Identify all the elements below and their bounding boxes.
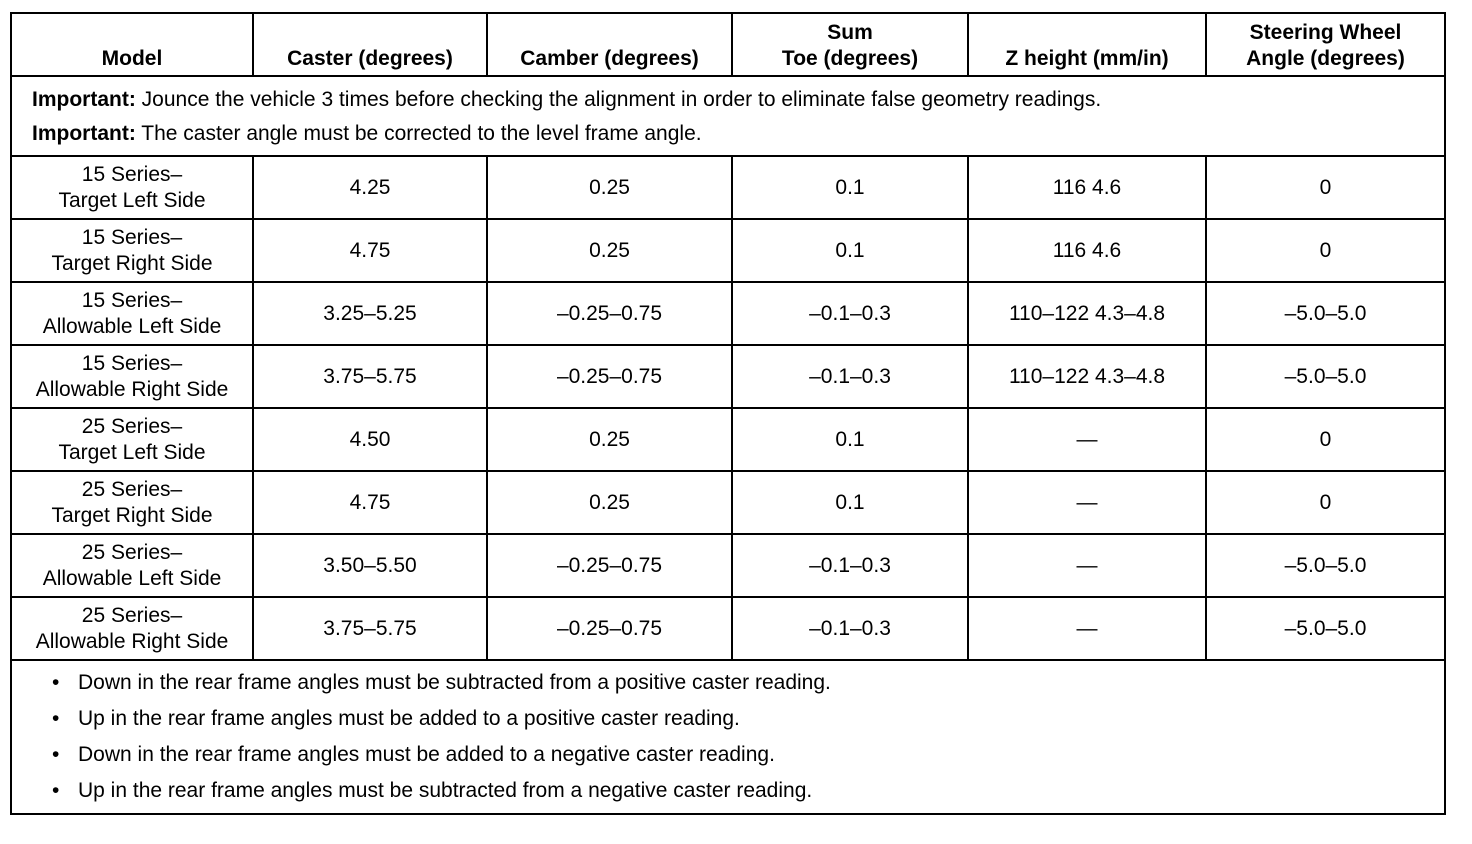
camber-cell: –0.25–0.75	[487, 597, 732, 660]
important-note-text: The caster angle must be corrected to the level frame angle.	[135, 122, 702, 145]
footnote-item: • Down in the rear frame angles must be added to a negative caster reading.	[52, 737, 1426, 773]
camber-cell: 0.25	[487, 471, 732, 534]
table-row	[11, 345, 1445, 408]
model-cell: 25 Series– Allowable Left Side	[11, 534, 253, 597]
toe-cell: –0.1–0.3	[732, 597, 968, 660]
z-height-cell: 116 4.6	[968, 219, 1206, 282]
steering-cell: –5.0–5.0	[1206, 597, 1445, 660]
caster-cell: 4.75	[253, 471, 487, 534]
caster-cell: 3.50–5.50	[253, 534, 487, 597]
toe-cell: 0.1	[732, 471, 968, 534]
z-height-cell: —	[968, 408, 1206, 471]
steering-cell: –5.0–5.0	[1206, 282, 1445, 345]
z-height-cell: —	[968, 471, 1206, 534]
important-label: Important:	[32, 88, 136, 111]
header-model: Model	[11, 13, 253, 76]
footnotes-row	[11, 660, 1445, 814]
camber-cell: 0.25	[487, 156, 732, 219]
table-row	[11, 282, 1445, 345]
steering-cell: 0	[1206, 471, 1445, 534]
footnotes-cell	[11, 660, 1445, 814]
toe-cell: 0.1	[732, 219, 968, 282]
header-caster: Caster (degrees)	[253, 13, 487, 76]
footnote-item: • Down in the rear frame angles must be subtracted from a positive caster reading.	[52, 665, 1426, 701]
steering-cell: 0	[1206, 408, 1445, 471]
toe-cell: –0.1–0.3	[732, 345, 968, 408]
model-cell: 25 Series– Target Left Side	[11, 408, 253, 471]
steering-cell: –5.0–5.0	[1206, 345, 1445, 408]
header-camber: Camber (degrees)	[487, 13, 732, 76]
model-cell: 15 Series– Target Right Side	[11, 219, 253, 282]
caster-cell: 3.25–5.25	[253, 282, 487, 345]
model-cell: 25 Series– Target Right Side	[11, 471, 253, 534]
toe-cell: –0.1–0.3	[732, 534, 968, 597]
caster-cell: 3.75–5.75	[253, 597, 487, 660]
z-height-cell: 116 4.6	[968, 156, 1206, 219]
important-note-text: Jounce the vehicle 3 times before checking the alignment in order to eliminate false geometry readings.	[135, 88, 1102, 111]
footnote-list	[52, 665, 1426, 809]
steering-cell: 0	[1206, 219, 1445, 282]
z-height-cell: —	[968, 597, 1206, 660]
camber-cell: 0.25	[487, 408, 732, 471]
alignment-spec-table	[10, 12, 1446, 815]
header-row	[11, 13, 1445, 76]
caster-cell: 3.75–5.75	[253, 345, 487, 408]
toe-cell: 0.1	[732, 408, 968, 471]
table-row	[11, 156, 1445, 219]
camber-cell: –0.25–0.75	[487, 345, 732, 408]
header-steering-wheel-angle: Steering Wheel Angle (degrees)	[1206, 13, 1445, 76]
table-row	[11, 219, 1445, 282]
steering-cell: –5.0–5.0	[1206, 534, 1445, 597]
steering-cell: 0	[1206, 156, 1445, 219]
important-note-2	[32, 117, 1426, 151]
table-row	[11, 408, 1445, 471]
camber-cell: –0.25–0.75	[487, 534, 732, 597]
header-sum-toe: Sum Toe (degrees)	[732, 13, 968, 76]
footnote-item: • Up in the rear frame angles must be subtracted from a negative caster reading.	[52, 773, 1426, 809]
model-cell: 25 Series– Allowable Right Side	[11, 597, 253, 660]
camber-cell: 0.25	[487, 219, 732, 282]
important-note-1	[32, 83, 1426, 117]
header-z-height: Z height (mm/in)	[968, 13, 1206, 76]
z-height-cell: 110–122 4.3–4.8	[968, 282, 1206, 345]
caster-cell: 4.50	[253, 408, 487, 471]
model-cell: 15 Series– Allowable Left Side	[11, 282, 253, 345]
important-label: Important:	[32, 122, 136, 145]
table-row	[11, 471, 1445, 534]
important-notes-cell	[11, 76, 1445, 156]
table-row	[11, 534, 1445, 597]
toe-cell: –0.1–0.3	[732, 282, 968, 345]
model-cell: 15 Series– Allowable Right Side	[11, 345, 253, 408]
toe-cell: 0.1	[732, 156, 968, 219]
model-cell: 15 Series– Target Left Side	[11, 156, 253, 219]
table-row	[11, 597, 1445, 660]
caster-cell: 4.25	[253, 156, 487, 219]
important-notes-row	[11, 76, 1445, 156]
z-height-cell: 110–122 4.3–4.8	[968, 345, 1206, 408]
caster-cell: 4.75	[253, 219, 487, 282]
footnote-item: • Up in the rear frame angles must be added to a positive caster reading.	[52, 701, 1426, 737]
z-height-cell: —	[968, 534, 1206, 597]
camber-cell: –0.25–0.75	[487, 282, 732, 345]
